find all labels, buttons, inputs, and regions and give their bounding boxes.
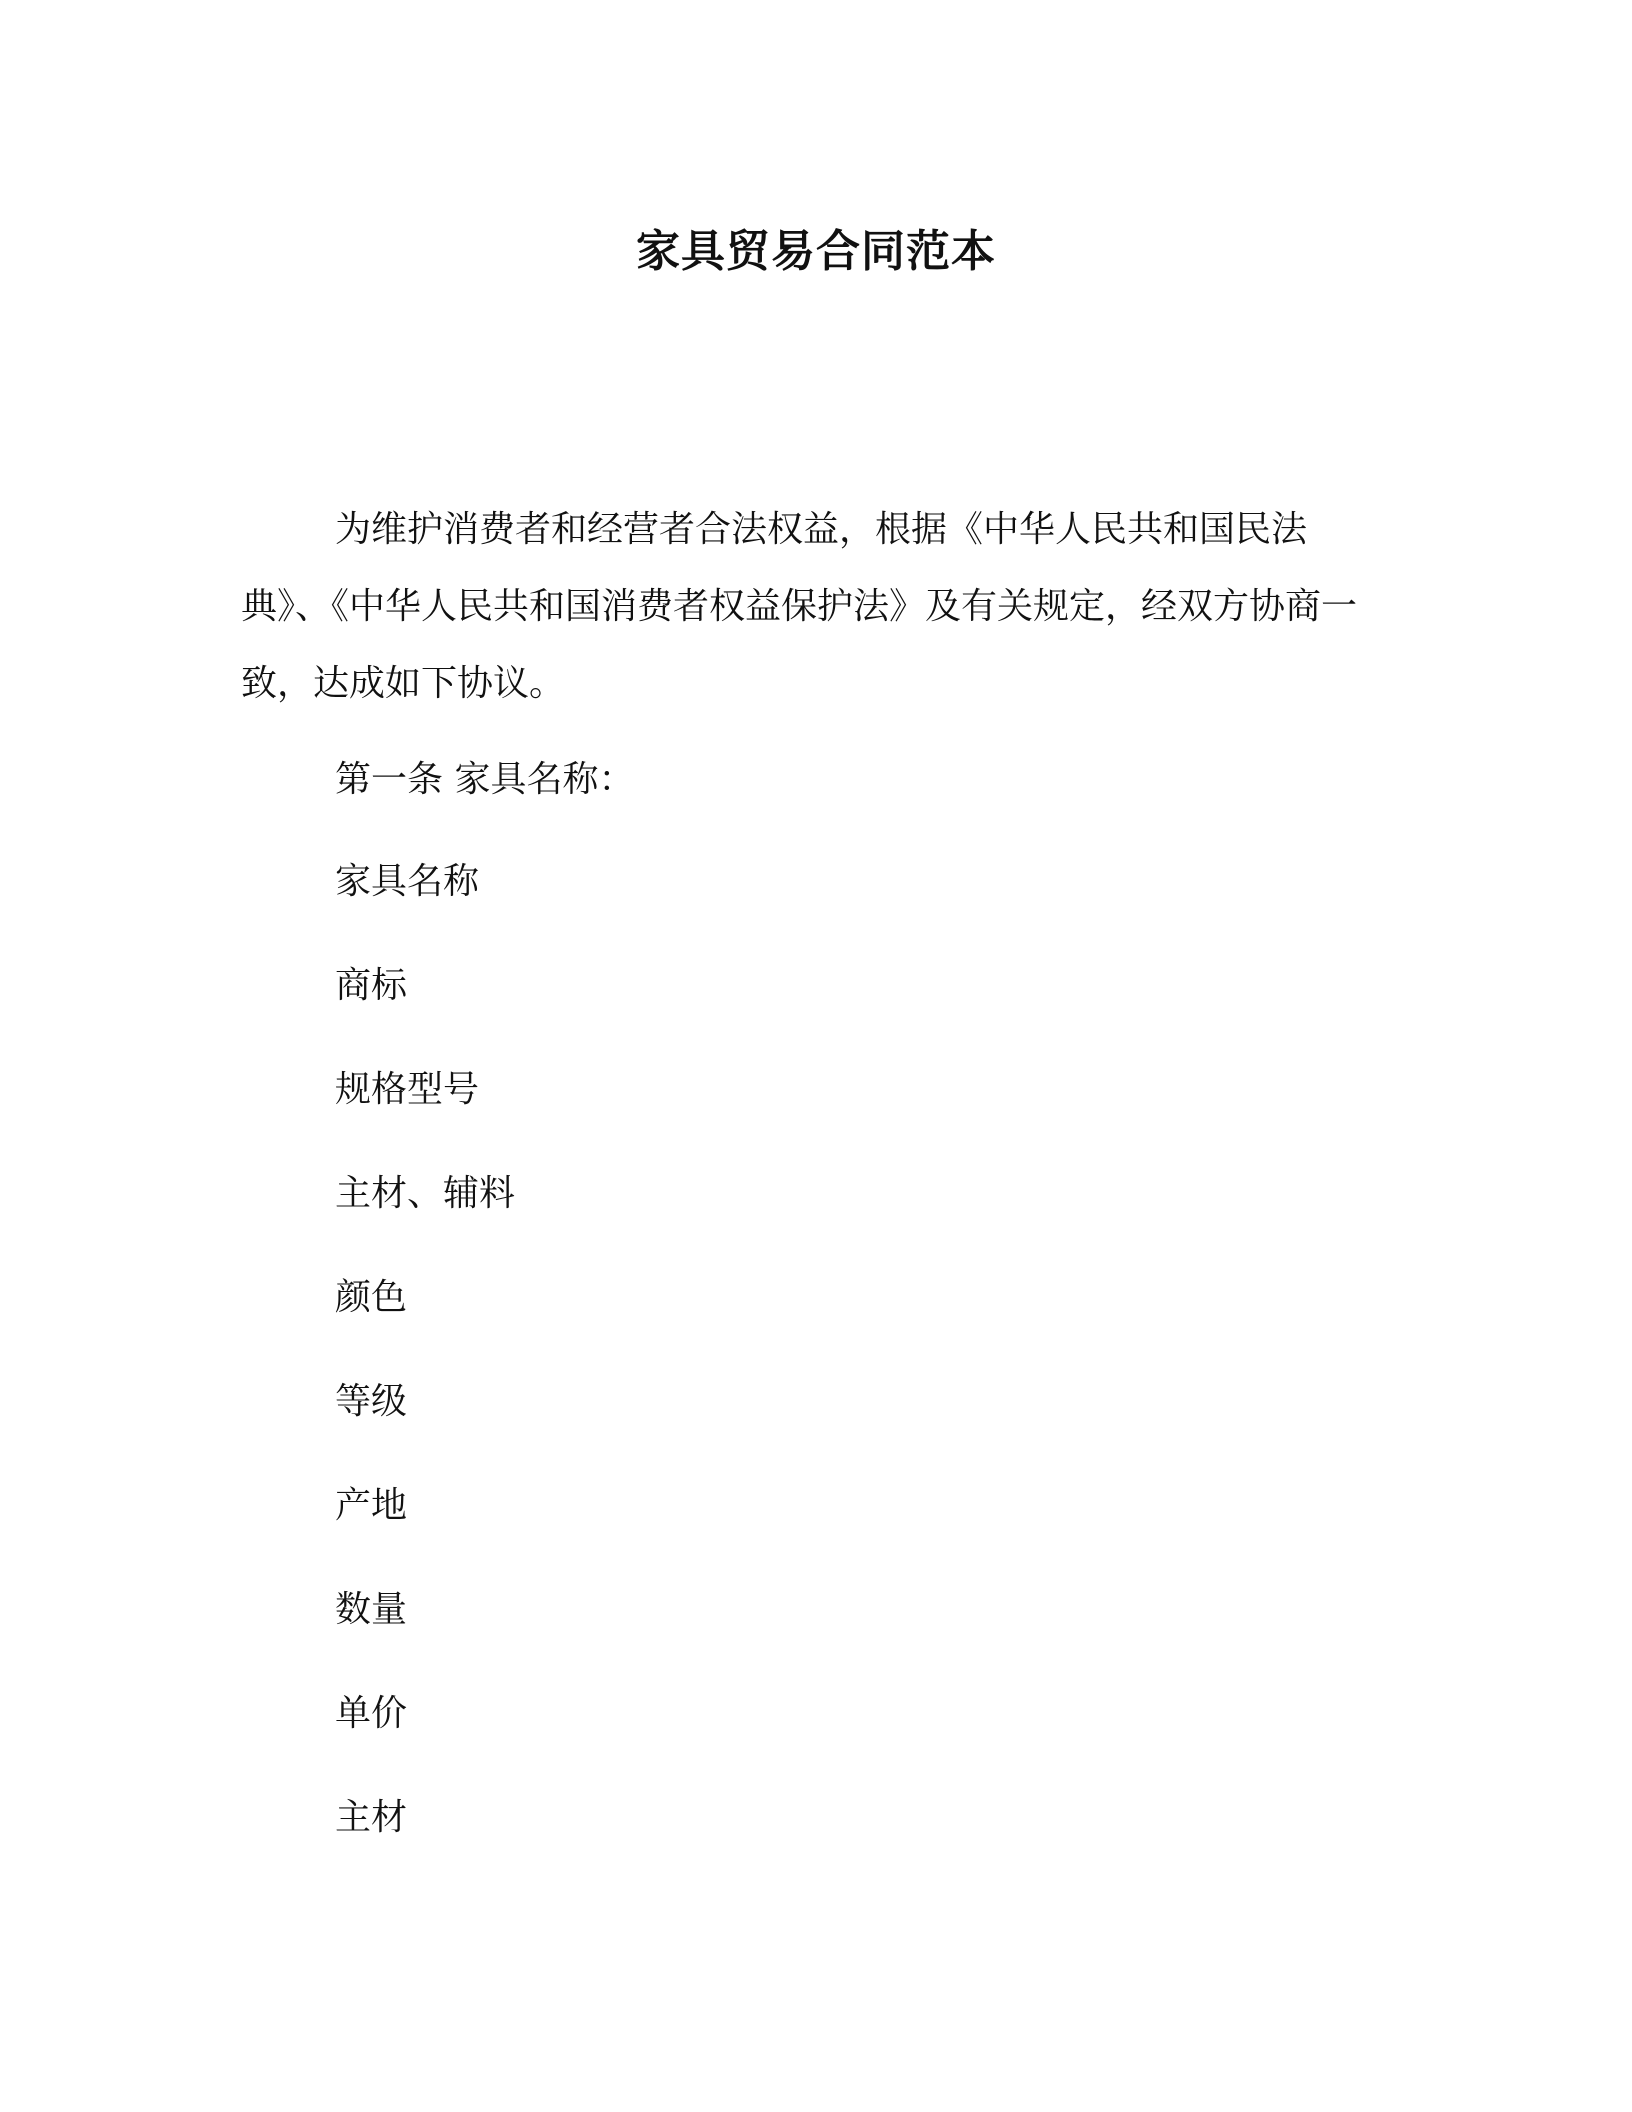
field-item-main-material: 主材 bbox=[335, 1797, 408, 1838]
field-item-quantity: 数量 bbox=[335, 1589, 408, 1630]
field-item-materials: 主材、辅料 bbox=[335, 1173, 516, 1214]
document-title: 家具贸易合同范本 bbox=[636, 226, 996, 277]
field-item-model: 规格型号 bbox=[335, 1069, 480, 1110]
article-one-heading: 第一条 家具名称： bbox=[335, 759, 635, 800]
field-item-grade: 等级 bbox=[335, 1381, 408, 1422]
field-item-trademark: 商标 bbox=[335, 965, 408, 1006]
field-item-unit-price: 单价 bbox=[335, 1693, 408, 1734]
intro-paragraph: 为维护消费者和经营者合法权益，根据《中华人民共和国民法典》、《中华人民共和国消费者权益保护法》及有关规定，经双方协商一致，达成如下协议。 bbox=[241, 509, 1358, 704]
field-item-origin: 产地 bbox=[335, 1485, 408, 1526]
field-item-color: 颜色 bbox=[335, 1277, 408, 1318]
furniture-field-list bbox=[335, 852, 515, 1892]
field-item-furniture-name: 家具名称 bbox=[335, 861, 480, 902]
